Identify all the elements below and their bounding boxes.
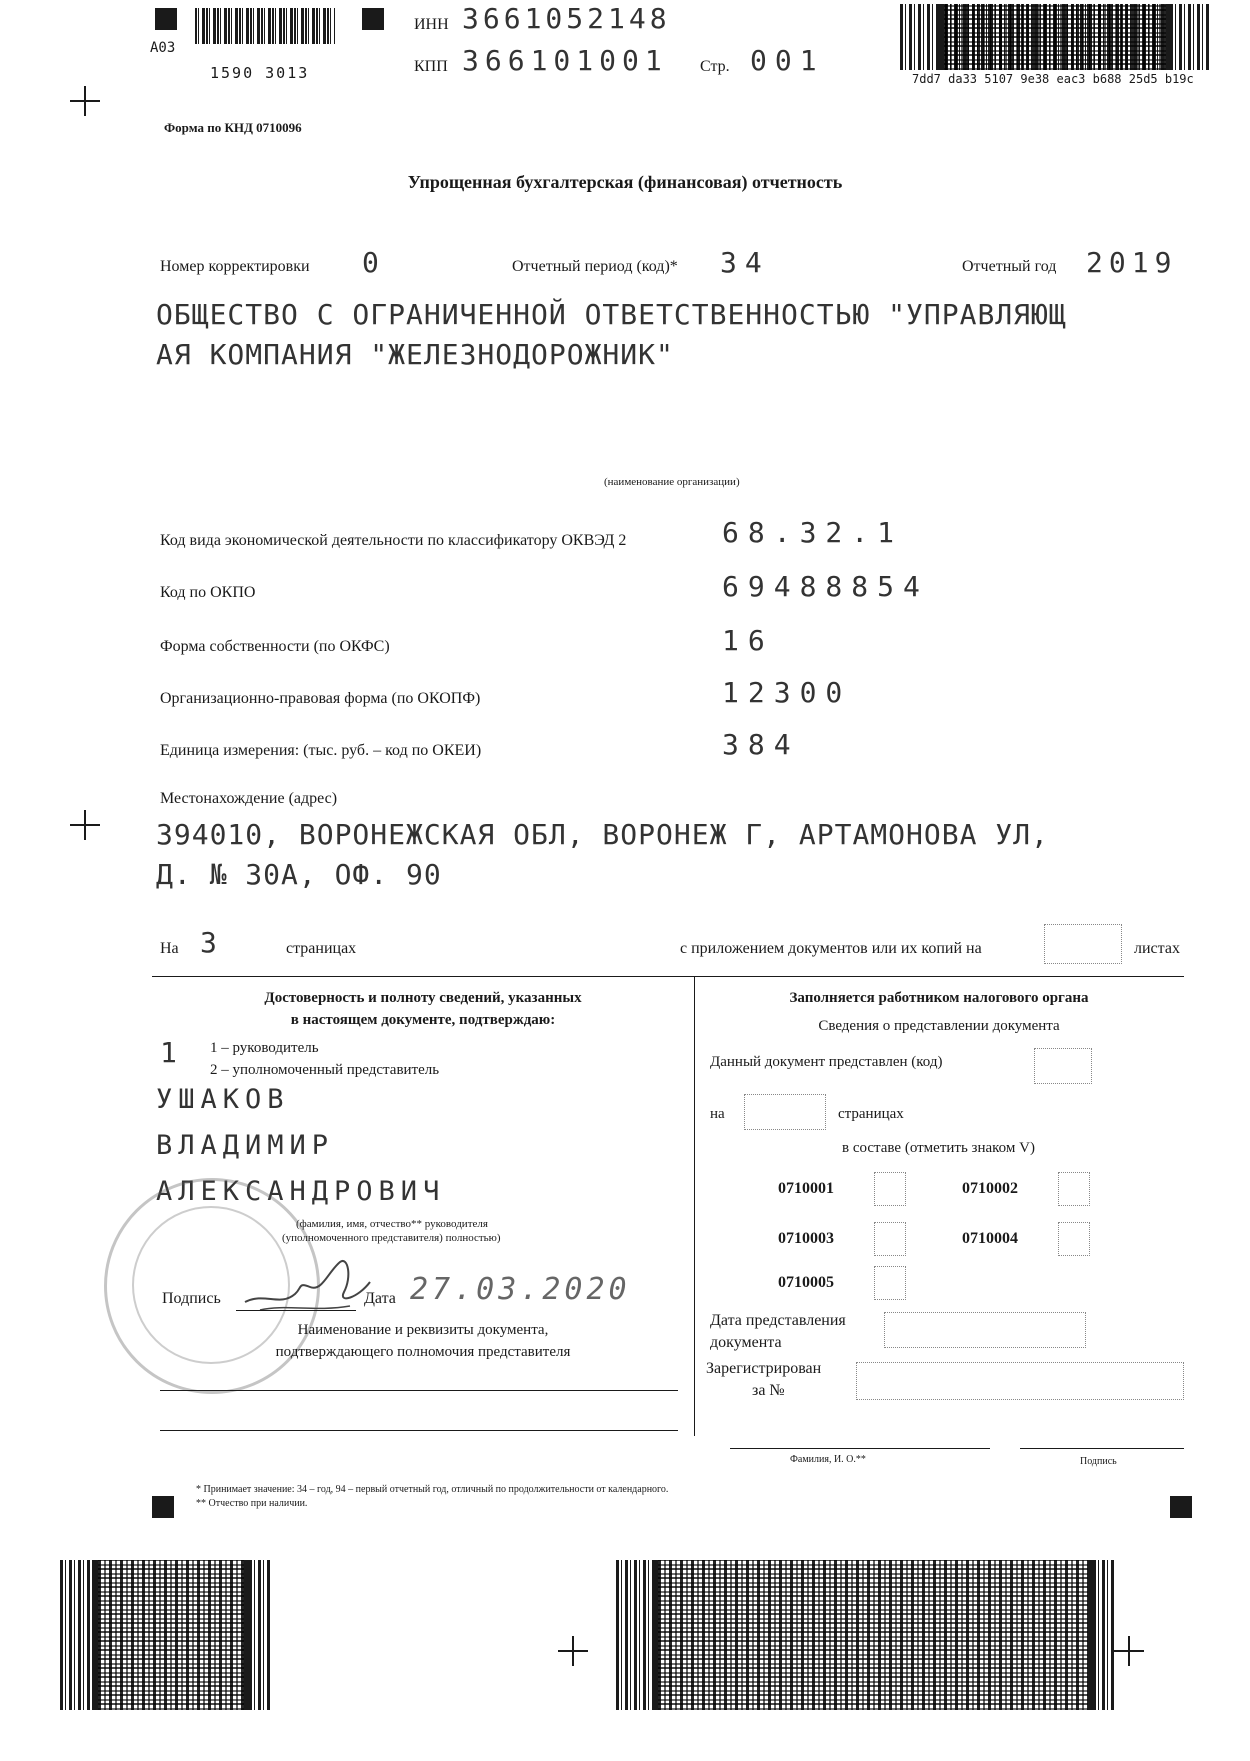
corner-marker-bottom-left <box>152 1496 174 1518</box>
pages-count: 3 <box>200 926 217 959</box>
year-label: Отчетный год <box>962 258 1057 275</box>
org-name-line1: ОБЩЕСТВО С ОГРАНИЧЕННОЙ ОТВЕТСТВЕННОСТЬЮ "УПРАВЛЯЮЩ <box>156 298 1067 331</box>
correction-value: 0 <box>362 246 379 279</box>
corner-marker-bottom-right <box>1170 1496 1192 1518</box>
okved-label: Код вида экономической деятельности по классификатору ОКВЭД 2 <box>160 532 627 549</box>
signature-line <box>236 1310 356 1311</box>
doc-caption-line2: подтверждающего полномочия представителя <box>275 1344 571 1360</box>
hash-line: 7dd7 da33 5107 9e38 eac3 b688 25d5 b19c <box>912 72 1194 86</box>
crosshair-mid-left <box>70 810 100 840</box>
crosshair-top-left <box>70 86 100 116</box>
section-divider-top <box>152 976 1184 977</box>
form-0710005-checkbox[interactable] <box>874 1266 906 1300</box>
barcode-top-left <box>195 8 335 44</box>
signer-option-2: 2 – уполномоченный представитель <box>210 1062 440 1078</box>
submission-date-box[interactable] <box>884 1312 1086 1348</box>
registered-label-line2: за № <box>752 1382 785 1399</box>
kpp-value: 366101001 <box>462 44 668 77</box>
tax-fio-caption: Фамилия, И. О.** <box>790 1454 866 1465</box>
matrix-code-bottom-left <box>92 1560 250 1710</box>
form-0710004-checkbox[interactable] <box>1058 1222 1090 1256</box>
form-0710002-checkbox[interactable] <box>1058 1172 1090 1206</box>
okei-label: Единица измерения: (тыс. руб. – код по ОКЕИ) <box>160 742 482 759</box>
section-divider-vertical <box>694 976 695 1436</box>
presented-label: Данный документ представлен (код) <box>710 1054 943 1070</box>
form-0710002: 0710002 <box>962 1180 1018 1197</box>
composition-label: в составе (отметить знаком V) <box>842 1140 1035 1156</box>
page-title: Упрощенная бухгалтерская (финансовая) отчетность <box>407 172 843 192</box>
footnote-2: ** Отчество при наличии. <box>196 1498 308 1509</box>
correction-label: Номер корректировки <box>160 258 310 275</box>
signer-surname: УШАКОВ <box>156 1084 290 1115</box>
form-0710003-checkbox[interactable] <box>874 1222 906 1256</box>
matrix-code-bottom-right <box>652 1560 1094 1710</box>
fio-caption-line2: (уполномоченного представителя) полностью) <box>282 1232 501 1244</box>
form-code: Форма по КНД 0710096 <box>164 120 302 135</box>
okfs-label: Форма собственности (по ОКФС) <box>160 638 390 655</box>
corner-marker-top-mid <box>362 8 384 30</box>
signer-option-1: 1 – руководитель <box>210 1040 319 1056</box>
period-label: Отчетный период (код)* <box>512 258 678 275</box>
tax-pages-box[interactable] <box>744 1094 826 1130</box>
inn-value: 3661052148 <box>462 2 671 35</box>
form-0710001: 0710001 <box>778 1180 834 1197</box>
tax-signature-caption: Подпись <box>1080 1456 1117 1467</box>
attachments-label: с приложением документов или их копий на <box>680 940 982 957</box>
tax-fio-line <box>730 1448 990 1449</box>
registration-number-box[interactable] <box>856 1362 1184 1400</box>
okpo-value: 69488854 <box>722 570 929 603</box>
confirm-heading-line2: в настоящем документе, подтверждаю: <box>290 1012 556 1028</box>
signer-code: 1 <box>160 1036 177 1069</box>
footnote-1: * Принимает значение: 34 – год, 94 – первый отчетный год, отличный по продолжительности от календарного. <box>196 1484 669 1495</box>
presented-code-box[interactable] <box>1034 1048 1092 1084</box>
address-line1: 394010, ВОРОНЕЖСКАЯ ОБЛ, ВОРОНЕЖ Г, АРТАМОНОВА УЛ, <box>156 818 1049 851</box>
doc-line-1 <box>160 1390 678 1391</box>
doc-line-2 <box>160 1430 678 1431</box>
period-value: 34 <box>720 246 770 279</box>
okopf-label: Организационно-правовая форма (по ОКОПФ) <box>160 690 481 707</box>
kpp-label: КПП <box>414 58 448 75</box>
tax-pages-label: страницах <box>838 1106 904 1122</box>
signature-label: Подпись <box>162 1290 221 1307</box>
submission-date-label-line1: Дата представления <box>710 1312 846 1329</box>
okved-value: 68.32.1 <box>722 516 904 549</box>
okpo-label: Код по ОКПО <box>160 584 256 601</box>
corner-marker-top-left <box>155 8 177 30</box>
tax-subheading: Сведения о представлении документа <box>818 1018 1060 1034</box>
okopf-value: 12300 <box>722 676 852 709</box>
year-value: 2019 <box>1086 246 1178 279</box>
signer-name: ВЛАДИМИР <box>156 1130 335 1161</box>
address-line2: Д. № 30А, ОФ. 90 <box>156 858 442 891</box>
page-label: Стр. <box>700 58 730 75</box>
pages-label: страницах <box>286 940 357 957</box>
form-0710005: 0710005 <box>778 1274 834 1291</box>
address-label: Местонахождение (адрес) <box>160 790 338 807</box>
barcode-code: А03 <box>150 40 176 56</box>
tax-heading: Заполняется работником налогового органа <box>789 990 1089 1006</box>
sheets-label: листах <box>1134 940 1180 957</box>
page-value: 001 <box>750 44 825 77</box>
crosshair-bottom-right <box>1114 1636 1144 1666</box>
org-name-caption: (наименование организации) <box>604 476 740 488</box>
barcode-number: 1590 3013 <box>210 64 310 82</box>
tax-on-label: на <box>710 1106 725 1122</box>
form-0710001-checkbox[interactable] <box>874 1172 906 1206</box>
confirm-heading-line1: Достоверность и полноту сведений, указанных <box>264 990 582 1006</box>
date-value: 27.03.2020 <box>410 1272 631 1307</box>
fio-caption-line1: (фамилия, имя, отчество** руководителя <box>296 1218 488 1230</box>
okfs-value: 16 <box>722 624 774 657</box>
signer-patronymic: АЛЕКСАНДРОВИЧ <box>156 1176 446 1207</box>
doc-caption-line1: Наименование и реквизиты документа, <box>297 1322 549 1338</box>
tax-signature-line <box>1020 1448 1184 1449</box>
inn-label: ИНН <box>414 16 449 33</box>
matrix-code-top-right <box>938 4 1172 70</box>
okei-value: 384 <box>722 728 800 761</box>
handwritten-signature <box>240 1252 380 1322</box>
form-0710004: 0710004 <box>962 1230 1018 1247</box>
attachments-count-box[interactable] <box>1044 924 1122 964</box>
org-name-line2: АЯ КОМПАНИЯ "ЖЕЛЕЗНОДОРОЖНИК" <box>156 338 674 371</box>
crosshair-bottom-mid <box>558 1636 588 1666</box>
date-label: Дата <box>364 1290 396 1307</box>
registered-label-line1: Зарегистрирован <box>706 1360 822 1377</box>
form-0710003: 0710003 <box>778 1230 834 1247</box>
submission-date-label-line2: документа <box>710 1334 782 1351</box>
pages-on-label: На <box>160 940 179 957</box>
